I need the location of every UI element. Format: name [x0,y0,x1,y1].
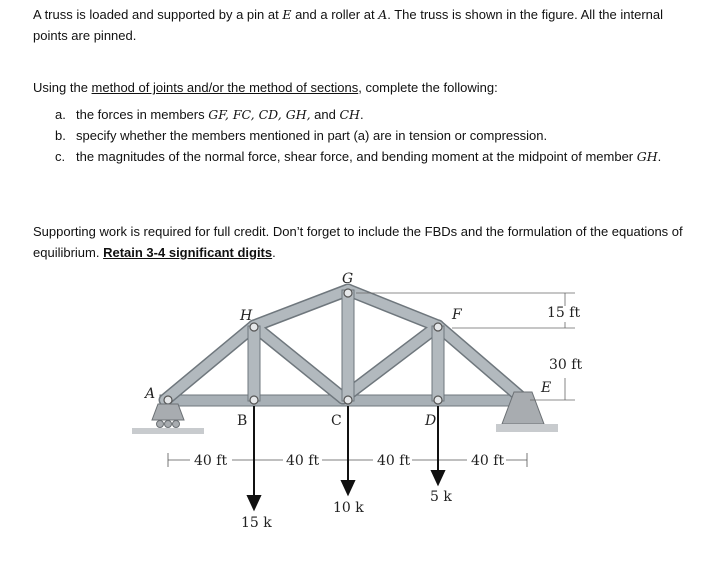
member-FE [438,326,524,400]
label-G: G [342,271,354,287]
dim-upper: 15 ft [547,305,581,321]
part-a: a. the forces in members GF, FC, CD, GH, and CH. [55,107,364,122]
dim-total: 30 ft [549,357,583,373]
member-HG [254,290,348,326]
load-label-D: 5 k [430,489,452,505]
pin-H [250,323,258,331]
member-HC [254,326,343,398]
span-2: 40 ft [286,453,320,469]
label-A: A [145,386,156,402]
pin-G [344,289,352,297]
label-C: C [331,413,342,429]
pin-B [250,396,258,404]
load-label-C: 10 k [333,500,364,516]
problem-statement: A truss is loaded and supported by a pin at E and a roller at A. The truss is shown in the figure. All the internal points are pinned. [33,7,664,43]
label-B: B [237,413,248,429]
method-link: method of joints and/or the method of sections [91,80,359,95]
part-c: c. the magnitudes of the normal force, shear force, and bending moment at the midpoint of member GH. [55,149,662,164]
member-CF [343,326,438,398]
load-label-B: 15 k [241,515,272,531]
label-D: D [425,413,437,429]
loads [248,406,444,509]
member-GC [342,290,354,401]
label-H: H [240,308,253,324]
supporting-work: Supporting work is required for full credit. Don’t forget to include the FBDs and the formulation of the equations of equilibrium. Retain 3-4 significant digits. [33,224,683,260]
span-4: 40 ft [471,453,505,469]
retain-digits: Retain 3-4 significant digits [103,245,273,260]
var-E: E [282,7,292,22]
pin-C [344,396,352,404]
pin-D [434,396,442,404]
roller-support-A [132,404,204,434]
label-E: E [541,380,552,396]
member-GF [348,290,438,326]
span-3: 40 ft [377,453,411,469]
instruction: Using the method of joints and/or the method of sections, complete the following: [33,80,498,95]
part-b: b. specify whether the members mentioned in part (a) are in tension or compression. [55,128,548,143]
span-1: 40 ft [194,453,228,469]
var-A: A [378,7,388,22]
member-FD [432,326,444,401]
pin-F [434,323,442,331]
member-HB [248,326,260,401]
member-AH [165,326,254,400]
label-F: F [452,307,462,323]
pin-A [164,396,172,404]
